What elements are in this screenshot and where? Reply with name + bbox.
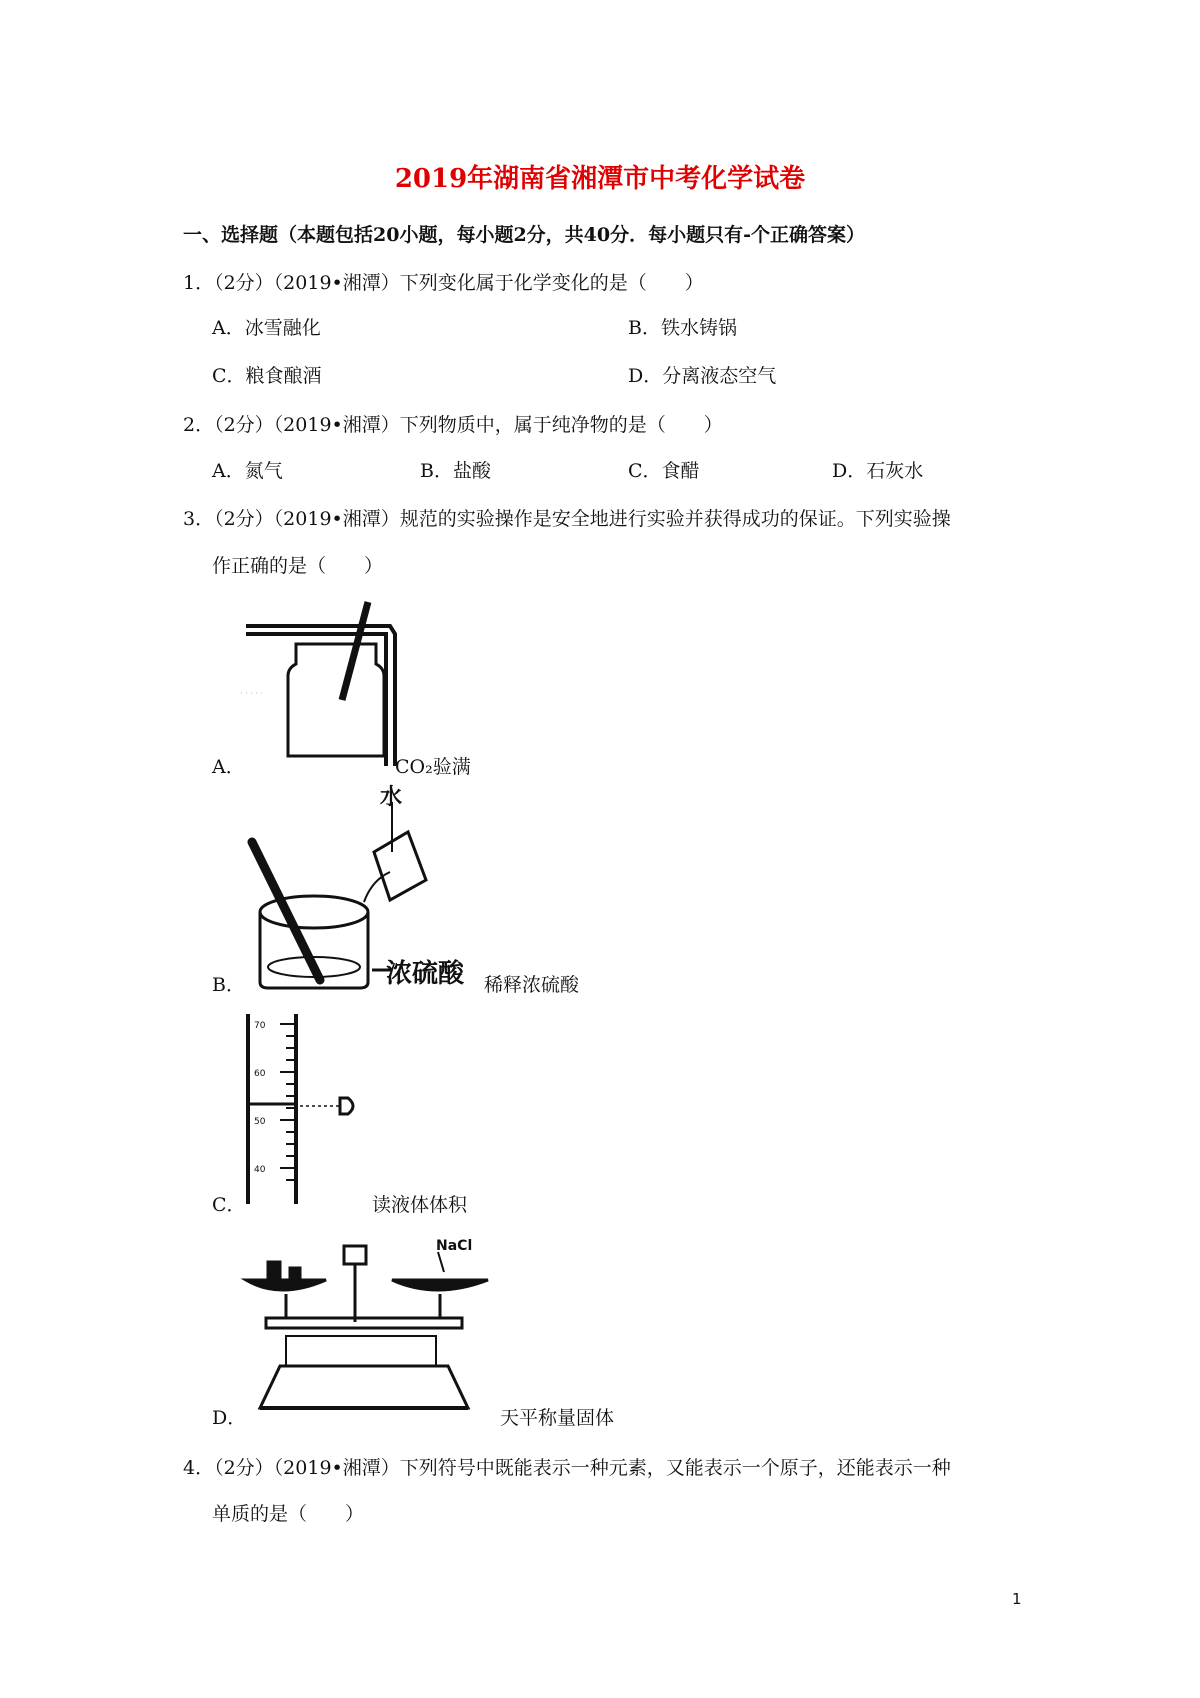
question-1-option-b: B．铁水铸锅	[628, 317, 737, 339]
page-title: 2019年湖南省湘潭市中考化学试卷	[394, 164, 806, 194]
question-3-option-b-letter: B．	[212, 974, 245, 996]
tick-70: 70	[254, 1021, 266, 1031]
question-4-stem-line2: 单质的是（ ）	[212, 1503, 365, 1525]
question-1-stem: 1．（2分）（2019•湘潭）下列变化属于化学变化的是（ ）	[183, 272, 704, 294]
svg-text:· · · · ·: · · · · ·	[240, 689, 263, 698]
question-4-stem-line1: 4．（2分）（2019•湘潭）下列符号中既能表示一种元素，又能表示一个原子，还能表示一种	[183, 1457, 951, 1479]
section-heading: 一、选择题（本题包括20小题，每小题2分，共40分．每小题只有-个正确答案）	[183, 224, 865, 246]
question-3-option-a-caption: CO₂验满	[395, 756, 471, 778]
question-2-option-b: B．盐酸	[420, 460, 491, 482]
tick-60: 60	[254, 1069, 266, 1079]
question-2-option-d: D．石灰水	[832, 460, 924, 482]
co2-check-figure	[240, 596, 400, 766]
question-3-option-a-letter: A．	[212, 756, 245, 778]
question-2-stem: 2．（2分）（2019•湘潭）下列物质中，属于纯净物的是（ ）	[183, 414, 723, 436]
tick-40: 40	[254, 1165, 266, 1175]
balance-figure	[240, 1232, 500, 1422]
question-2-option-a: A．氮气	[212, 460, 283, 482]
question-3-option-d-caption: 天平称量固体	[500, 1407, 615, 1429]
tick-50: 50	[254, 1117, 266, 1127]
question-1-option-c: C．粮食酿酒	[212, 365, 322, 387]
question-3-option-b-caption: 稀释浓硫酸	[484, 974, 580, 996]
question-1-option-d: D．分离液态空气	[628, 365, 777, 387]
water-label: 水	[380, 785, 403, 810]
question-2-option-c: C．食醋	[628, 460, 700, 482]
question-3-stem-line1: 3．（2分）（2019•湘潭）规范的实验操作是安全地进行实验并获得成功的保证。下列实验操	[183, 508, 951, 530]
question-3-stem-line2: 作正确的是（ ）	[212, 555, 384, 577]
question-1-option-a: A．冰雪融化	[212, 317, 321, 339]
read-volume-figure	[240, 1014, 370, 1206]
question-3-option-c-caption: 读液体体积	[372, 1194, 468, 1216]
acid-label: 浓硫酸	[386, 959, 465, 989]
question-3-option-d-letter: D．	[212, 1407, 247, 1429]
dilute-acid-figure	[240, 785, 480, 992]
question-3-option-c-letter: C．	[212, 1194, 246, 1216]
nacl-label: NaCl	[436, 1238, 473, 1254]
page-number: 1	[1012, 1590, 1022, 1608]
